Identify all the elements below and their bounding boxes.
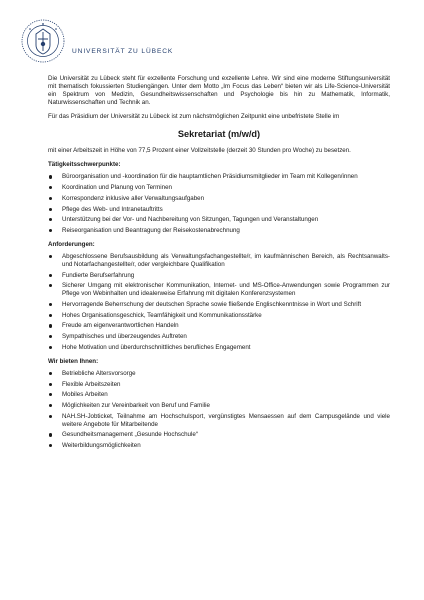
list-item <box>48 431 390 439</box>
bullet-icon <box>49 218 52 221</box>
list-item <box>48 322 390 330</box>
list-item-text: Korrespondenz inklusive aller Verwaltungsaufgaben <box>62 194 205 202</box>
list-item-text: Hervorragende Beherrschung der deutschen Sprache sowie fließende Englischkenntnisse in Wort und Schrift <box>62 300 362 308</box>
section-heading: Wir bieten Ihnen: <box>48 357 99 365</box>
benefits-list <box>48 370 390 450</box>
bullet-icon <box>49 197 52 200</box>
bullet-icon <box>49 415 52 418</box>
requirements-list <box>48 253 390 352</box>
list-item-text: Möglichkeiten zur Vereinbarkeit von Beruf und Familie <box>62 401 210 409</box>
bullet-icon <box>49 175 52 178</box>
list-item-text: Fundierte Berufserfahrung <box>62 271 135 279</box>
list-item-text: Sympathisches und überzeugendes Auftreten <box>62 333 187 341</box>
bullet-icon <box>49 324 52 327</box>
list-item-text: Pflege des Web- und Intranetauftritts <box>62 205 163 213</box>
list-item-text: Mobiles Arbeiten <box>62 391 108 399</box>
list-item <box>48 272 390 280</box>
position-intro: Für das Präsidium der Universität zu Lübeck ist zum nächstmöglichen Zeitpunkt eine unbefristete Stelle im <box>48 112 340 120</box>
list-item-text: Hohes Organisationsgeschick, Teamfähigkeit und Kommunikationsstärke <box>62 311 262 319</box>
list-item-text: Abgeschlossene Berufsausbildung als Verwaltungsfachangestellte/r, im kaufmännischen Bereich, als Rechtsanwalts- und Notarfachangestellte/r, oder vergleichbare Qualifikation <box>62 252 390 268</box>
bullet-icon <box>49 433 52 436</box>
list-item-text: Büroorganisation und -koordination für die hauptamtlichen Präsidiumsmitglieder im Team mit Kollegen/innen <box>62 173 358 181</box>
list-item <box>48 413 390 429</box>
bullet-icon <box>49 208 52 211</box>
list-item <box>48 206 390 214</box>
list-item <box>48 370 390 378</box>
list-item-text: Betriebliche Altersvorsorge <box>62 369 136 377</box>
list-item <box>48 333 390 341</box>
bullet-icon <box>49 255 52 258</box>
job-title: Sekretariat (m/w/d) <box>177 128 261 139</box>
bullet-icon <box>49 274 52 277</box>
section-responsibilities <box>48 161 390 235</box>
list-item-text: Hohe Motivation und überdurchschnittliches berufliches Engagement <box>62 343 251 351</box>
bullet-icon <box>49 229 52 232</box>
university-name: UNIVERSITÄT ZU LÜBECK <box>72 48 174 55</box>
list-item <box>48 227 390 235</box>
section-benefits <box>48 358 390 450</box>
bullet-icon <box>49 393 52 396</box>
document-header <box>20 18 420 64</box>
list-item-text: Reiseorganisation und Beantragung der Reisekostenabrechnung <box>62 227 240 234</box>
list-item-text: Flexible Arbeitszeiten <box>62 380 121 388</box>
list-item-text: NAH.SH-Jobticket, Teilnahme am Hochschulsport, vergünstigtes Mensaessen auf dem Campusgelände und viele weitere Angebote für Mitarbeitende <box>62 412 390 428</box>
section-heading: Anforderungen: <box>48 240 95 248</box>
list-item <box>48 173 390 181</box>
list-item <box>48 402 390 410</box>
list-item-text: Weiterbildungsmöglichkeiten <box>62 442 141 450</box>
bullet-icon <box>49 346 52 349</box>
bullet-icon <box>49 186 52 189</box>
list-item <box>48 391 390 399</box>
job-posting <box>48 75 390 455</box>
bullet-icon <box>49 303 52 306</box>
list-item-text: Unterstützung bei der Vor- und Nachbereitung von Sitzungen, Tagungen und Veranstaltungen <box>62 216 319 224</box>
bullet-icon <box>49 335 52 338</box>
intro-paragraph: Die Universität zu Lübeck steht für exzellente Forschung und exzellente Lehre. Wir sind eine moderne Stiftungsuniversität mit thematisch fokussierten Studiengängen. Unter dem Motto „Im Focus das Leben“ bieten wir als Life-Science-Universität ein Spektrum von Medizin, Gesundheitswissenschaften und Psychologie bis hin zu Mathematik, Informatik, Naturwissenschaften und Technik an. <box>48 75 390 106</box>
list-item <box>48 381 390 389</box>
list-item <box>48 442 390 450</box>
bullet-icon <box>49 444 52 447</box>
responsibilities-list <box>48 173 390 235</box>
bullet-icon <box>49 372 52 375</box>
list-item <box>48 216 390 224</box>
bullet-icon <box>49 314 52 317</box>
job-terms: mit einer Arbeitszeit in Höhe von 77,5 Prozent einer Vollzeitstelle (derzeit 30 Stunden pro Woche) zu besetzen. <box>48 147 351 155</box>
section-requirements <box>48 241 390 352</box>
list-item-text: Koordination und Planung von Terminen <box>62 184 172 192</box>
list-item <box>48 301 390 309</box>
list-item <box>48 253 390 269</box>
bullet-icon <box>49 284 52 287</box>
list-item-text: Gesundheitsmanagement „Gesunde Hochschule“ <box>62 431 198 439</box>
list-item-text: Sicherer Umgang mit elektronischer Kommunikation, Internet- und MS-Office-Anwendungen sowie Programmen zur Pflege von Webinhalten und idealerweise Erfahrung mit digitalen Konferenzsystemen <box>62 282 390 298</box>
university-seal-logo <box>20 18 66 64</box>
list-item <box>48 195 390 203</box>
list-item-text: Freude am eigenverantwortlichen Handeln <box>62 322 179 330</box>
bullet-icon <box>49 404 52 407</box>
list-item <box>48 312 390 320</box>
list-item <box>48 344 390 352</box>
bullet-icon <box>49 383 52 386</box>
list-item <box>48 282 390 298</box>
section-heading: Tätigkeitsschwerpunkte: <box>48 161 121 169</box>
list-item <box>48 184 390 192</box>
